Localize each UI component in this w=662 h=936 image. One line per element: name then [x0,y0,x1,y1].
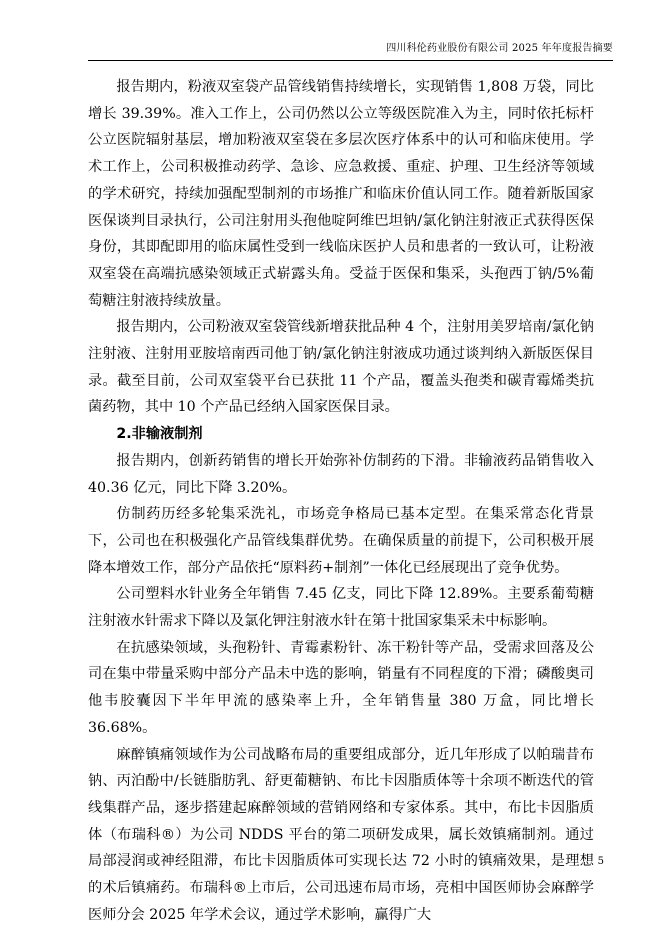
page-number: 5 [597,856,604,867]
paragraph-non-infusion-revenue: 报告期内，创新药销售的增长开始弥补仿制药的下滑。非输液药品销售收入 40.36 亿元，同比下降 3.20%。 [88,452,594,496]
paragraph-anesthesia: 麻醉镇痛领域作为公司战略布局的重要组成部分，近几年形成了以帕瑞昔布钠、丙泊酚中/长链脂肪乳、舒更葡糖钠、布比卡因脂质体等十余项不断迭代的管线集群产品，逐步搭建起麻醉领域的营销网络和专家体系。其中，布比卡因脂质体（布瑞科®）为公司 NDDS 平台的第二项研发成果，属长效镇痛制剂。通过局部浸润或神经阻滞，布比卡因脂质体可实现长达 72 小时的镇痛效果，是理想的术后镇痛药。布瑞科®上市后，公司迅速布局市场，亮相中国医师协会麻醉学医师分会 2025 年学术会议，通过学术影响，赢得广大 [88,746,594,923]
paragraph-dual-chamber-sales: 报告期内，粉液双室袋产品管线销售持续增长，实现销售 1,808 万袋，同比增长 39.39%。准入工作上，公司仍然以公立等级医院准入为主，同时依托标杆公立医院辐射基层，增加粉液双室袋在多层次医疗体系中的认可和临床使用。学术工作上，公司积极推动药学、急诊、应急救援、重症、护理、卫生经济等领域的学术研究，持续加强配型制剂的市场推广和临床价值认同工作。随着新版国家医保谈判目录执行，公司注射用头孢他啶阿维巴坦钠/氯化钠注射液正式获得医保身份，其即配即用的临床属性受到一线临床医护人员和患者的一致认可，让粉液双室袋在高端抗感染领域正式崭露头角。受益于医保和集采，头孢西丁钠/5%葡萄糖注射液持续放量。 [88,79,594,309]
report-header: 四川科伦药业股份有限公司 2025 年年度报告摘要 [386,43,613,54]
paragraph-anti-infection: 在抗感染领域，头孢粉针、青霉素粉针、冻干粉针等产品，受需求回落及公司在集中带量采购中部分产品未中选的影响，销量有不同程度的下滑；磷酸奥司他韦胶囊因下半年甲流的感染率上升，全年销售量 380 万盒，同比增长 36.68%。 [88,639,594,736]
paragraph-generic-drugs: 仿制药历经多轮集采洗礼，市场竞争格局已基本定型。在集采常态化背景下，公司也在积极强化产品管线集群优势。在确保质量的前提下，公司积极开展降本增效工作，部分产品依托“原料药+制剂”一体化已经展现出了竞争优势。 [88,506,594,576]
paragraph-dual-chamber-approvals: 报告期内，公司粉液双室袋管线新增获批品种 4 个，注射用美罗培南/氯化钠注射液、注射用亚胺培南西司他丁钠/氯化钠注射液成功通过谈判纳入新版医保目录。截至目前，公司双室袋平台已获批 11 个产品，覆盖头孢类和碳青霉烯类抗菌药物，其中 10 个产品已经纳入国家医保目录。 [88,319,594,416]
document-body [88,74,594,929]
section-heading-non-infusion: 2.非输液制剂 [116,426,203,443]
header-divider [88,60,613,61]
paragraph-plastic-ampoules: 公司塑料水针业务全年销售 7.45 亿支，同比下降 12.89%。主要系葡萄糖注射液水针需求下降以及氯化钾注射液水针在第十批国家集采未中标影响。 [88,586,594,630]
